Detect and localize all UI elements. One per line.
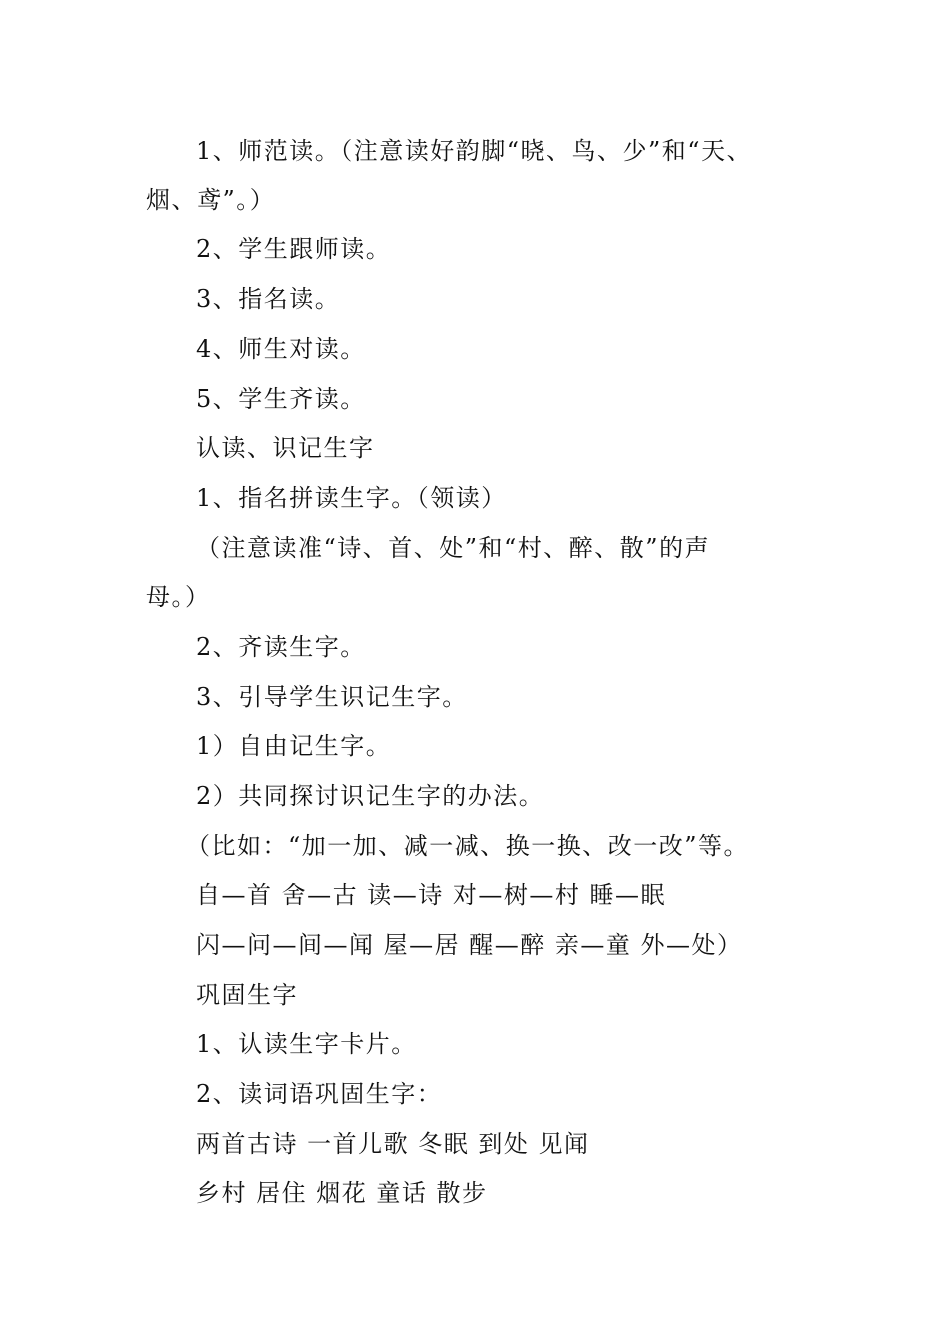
text-line: 5、学生齐读。	[196, 385, 366, 413]
text-line: 3、指名读。	[196, 285, 341, 313]
text-line: （比如：“加一加、减一减、换一换、改一改”等。	[186, 832, 750, 860]
text-line: （注意读准“诗、首、处”和“村、醉、散”的声	[196, 534, 711, 562]
text-line: 1、认读生字卡片。	[196, 1030, 417, 1058]
section-heading: 认读、识记生字	[196, 434, 375, 462]
text-line: 烟、鸢”。）	[146, 186, 276, 214]
text-line: 1）自由记生字。	[196, 732, 392, 760]
text-line: 2）共同探讨识记生字的办法。	[196, 782, 545, 810]
text-line: 2、齐读生字。	[196, 633, 366, 661]
text-line: 母。）	[146, 583, 211, 611]
text-line: 1、指名拼读生字。（领读）	[196, 484, 507, 512]
text-line: 两首古诗 一首儿歌 冬眠 到处 见闻	[196, 1130, 590, 1158]
text-line: 4、师生对读。	[196, 335, 366, 363]
text-line: 自—首 舍—古 读—诗 对—树—村 睡—眠	[196, 881, 667, 909]
text-line: 1、师范读。（注意读好韵脚“晓、鸟、少”和“天、	[196, 137, 753, 165]
section-heading: 巩固生字	[196, 981, 298, 1009]
text-line: 乡村 居住 烟花 童话 散步	[196, 1179, 488, 1207]
text-line: 闪—问—间—闻 屋—居 醒—醉 亲—童 外—处）	[196, 931, 743, 959]
text-line: 2、读词语巩固生字：	[196, 1080, 443, 1108]
text-line: 3、引导学生识记生字。	[196, 683, 468, 711]
text-line: 2、学生跟师读。	[196, 235, 392, 263]
